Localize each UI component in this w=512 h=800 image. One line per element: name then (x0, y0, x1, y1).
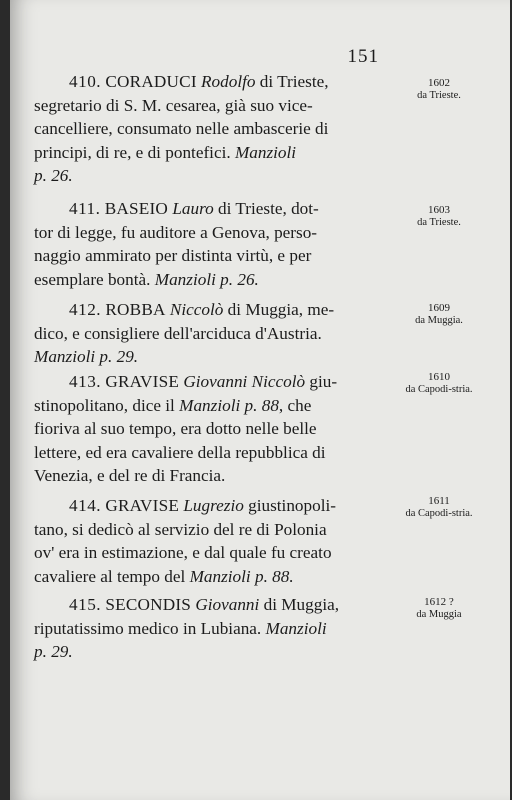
source-citation: Manzioli p. 88 (179, 395, 279, 415)
entry-412: 412. ROBBA Niccolò di Muggia, me- dico, e consigliere dell'arciduca d'Austria. Manzioli p. 29. (34, 298, 384, 369)
margin-note-413: 1610 da Capodi-stria. (405, 371, 473, 395)
book-page (10, 0, 510, 800)
margin-note-414: 1611 da Capodi-stria. (405, 495, 473, 519)
entry-414: 414. GRAVISE Lugrezio giustinopoli- tano, si dedicò al servizio del re di Polonia ov' era in estimazione, e dal quale fu creato cavaliere al tempo del Manzioli p. 88. (34, 496, 336, 586)
source-citation: Manzioli (234, 142, 297, 162)
source-citation: Manzioli p. 26. (154, 269, 259, 289)
source-citation: Manzioli p. 29. (34, 347, 139, 366)
margin-note-415: 1612 ? da Muggia (416, 596, 462, 620)
margin-note-411: 1603 da Trieste. (417, 204, 461, 228)
entry-413: 413. GRAVISE Giovanni Niccolò giu- stinopolitano, dice il Manzioli p. 88, che fioriva al suo tempo, era dotto nelle belle lettere, ed era cavaliere della repubblica di Venezia, e del re di Francia. (34, 372, 338, 485)
source-citation: Manzioli p. 88. (189, 566, 294, 586)
margin-note-412: 1609 da Muggia. (415, 302, 463, 326)
entry-number: 410. (69, 72, 102, 91)
entry-first-name: Rodolfo (201, 72, 256, 91)
page-number: 151 (347, 46, 379, 67)
entry-411: 411. BASEIO Lauro di Trieste, dot- tor di legge, fu auditore a Genova, perso- naggio ammirato per distinta virtù, e per esemplare bontà. Manzioli p. 26. (34, 199, 319, 289)
source-citation: Manzioli (265, 618, 327, 638)
entry-surname: CORADUCI (105, 72, 197, 91)
entry-415: 415. SECONDIS Giovanni di Muggia, riputatissimo medico in Lubiana. Manzioli p. 29. (34, 595, 340, 661)
entry-410: 410. CORADUCI Rodolfo di Trieste, segretario di S. M. cesarea, già suo vice- cancelliere, consumato nelle ambascerie di principi, di re, e di pontefici. Manzioli p. 26. (34, 72, 329, 185)
margin-note-410: 1602 da Trieste. (417, 77, 461, 101)
